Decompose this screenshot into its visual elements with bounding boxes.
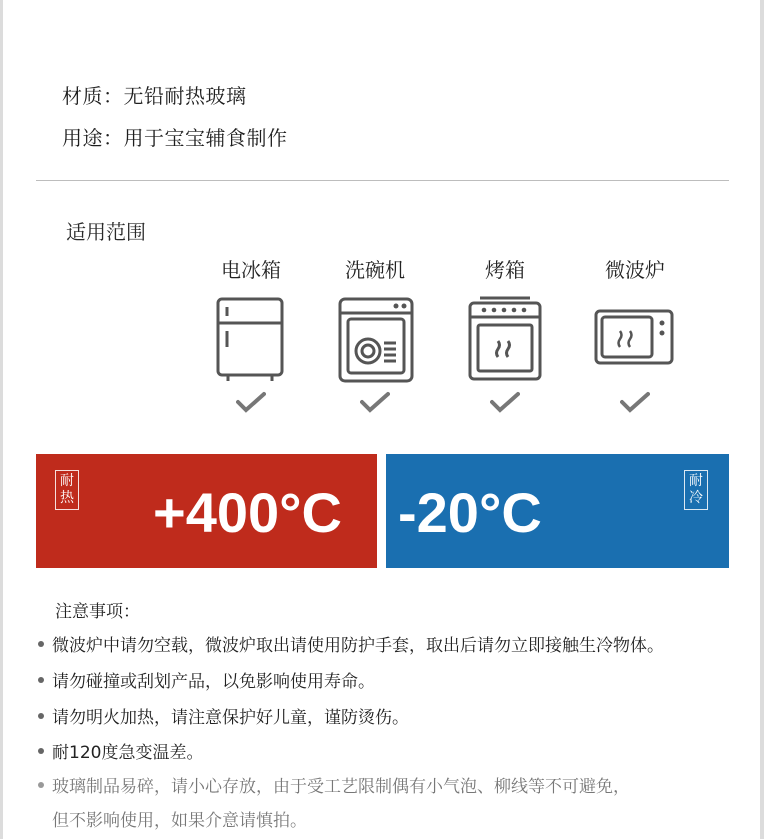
note-text: 耐120度急变温差。 bbox=[52, 743, 204, 763]
usage-spec: 用途：用于宝宝辅食制作 bbox=[62, 126, 288, 150]
scope-title: 适用范围 bbox=[66, 220, 146, 244]
frame-edge-right bbox=[760, 0, 764, 839]
badge-char: 耐 bbox=[689, 473, 703, 489]
refrigerator-icon bbox=[196, 293, 306, 389]
check-icon bbox=[360, 390, 390, 414]
section-divider bbox=[36, 180, 729, 181]
bullet-icon bbox=[38, 677, 44, 683]
cold-badge bbox=[684, 470, 708, 510]
badge-char: 耐 bbox=[60, 473, 74, 489]
dishwasher-icon bbox=[320, 293, 430, 389]
bullet-icon bbox=[38, 748, 44, 754]
note-item bbox=[38, 667, 375, 692]
bullet-icon bbox=[38, 713, 44, 719]
check-icon bbox=[620, 390, 650, 414]
bullet-icon bbox=[38, 782, 44, 788]
appliance-refrigerator bbox=[196, 255, 306, 285]
bullet-icon bbox=[38, 641, 44, 647]
appliance-dishwasher bbox=[320, 255, 430, 285]
appliance-microwave bbox=[580, 255, 690, 285]
oven-icon bbox=[450, 293, 560, 389]
appliance-label: 洗碗机 bbox=[345, 258, 405, 282]
note-continuation: 但不影响使用，如果介意请慎拍。 bbox=[52, 811, 307, 831]
note-item bbox=[38, 631, 664, 656]
badge-char: 冷 bbox=[689, 490, 703, 506]
note-text: 微波炉中请勿空载，微波炉取出请使用防护手套，取出后请勿立即接触生冷物体。 bbox=[52, 636, 664, 656]
note-text: 玻璃制品易碎，请小心存放，由于受工艺限制偶有小气泡、柳线等不可避免， bbox=[52, 777, 630, 797]
heat-badge bbox=[55, 470, 79, 510]
check-icon bbox=[236, 390, 266, 414]
note-item bbox=[38, 772, 630, 797]
note-item bbox=[38, 703, 409, 728]
cold-resistance-panel bbox=[386, 454, 729, 568]
frame-edge-left bbox=[0, 0, 3, 839]
note-text: 请勿明火加热，请注意保护好儿童，谨防烫伤。 bbox=[52, 708, 409, 728]
note-item bbox=[38, 738, 203, 763]
heat-temperature: +400°C bbox=[153, 481, 342, 544]
appliance-label: 微波炉 bbox=[605, 258, 665, 282]
badge-char: 热 bbox=[60, 490, 74, 506]
appliance-label: 烤箱 bbox=[485, 258, 525, 282]
appliance-label: 电冰箱 bbox=[221, 258, 281, 282]
heat-resistance-panel bbox=[36, 454, 377, 568]
cold-temperature: -20°C bbox=[398, 481, 542, 544]
material-spec: 材质：无铅耐热玻璃 bbox=[62, 84, 247, 108]
check-icon bbox=[490, 390, 520, 414]
appliance-oven bbox=[450, 255, 560, 285]
note-text: 请勿碰撞或刮划产品，以免影响使用寿命。 bbox=[52, 672, 375, 692]
microwave-icon bbox=[580, 293, 690, 389]
notes-title: 注意事项： bbox=[55, 602, 140, 622]
